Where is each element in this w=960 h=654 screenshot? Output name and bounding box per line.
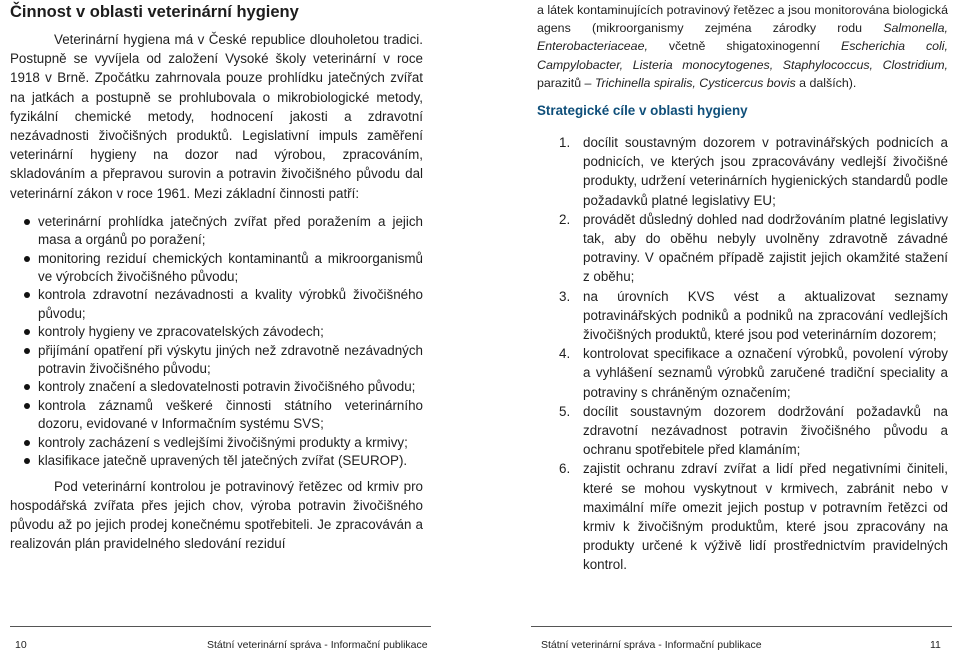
closing-paragraph: Pod veterinární kontrolou je potravinový řetězec od krmiv pro hospodářská zvířata přes jejich chov, výroba potravin živočišného původu až po jejich prodej konečnému spotřebiteli. Je zpracováván a realizován plán pravidelného sledování reziduí bbox=[10, 478, 423, 552]
text-run: parazitů – bbox=[537, 75, 595, 90]
text-run: a látek kontaminujících potravinový řetězec a jsou monitorována biologická agens (mikroorganismy zejména zárodky rodu bbox=[537, 3, 948, 36]
goal-number: 4. bbox=[559, 346, 571, 362]
bullet-icon bbox=[24, 348, 30, 354]
goal-number: 1. bbox=[559, 135, 571, 151]
goal-item bbox=[537, 402, 948, 460]
list-item bbox=[10, 213, 423, 250]
left-page-column bbox=[10, 0, 423, 553]
list-item bbox=[10, 397, 423, 434]
goal-text: zajistit ochranu zdraví zvířat a lidí před negativními činiteli, které se mohou vyskytnout v krmivech, zabránit nebo v maximální míře omezit jejich postup v potravním řetězci od krmiv k živočišným produktům, které jsou zpracovány na produkty určené k výživě lidí prostřednictvím pravidelných kontrol. bbox=[583, 461, 948, 573]
list-item-text: kontroly hygieny ve zpracovatelských závodech; bbox=[38, 324, 324, 340]
goal-item bbox=[537, 133, 948, 210]
goal-text: docílit soustavným dozorem dodržování požadavků na zdravotní nezávadnost potravin živočišného původu a ochranu spotřebitele před klamáním; bbox=[583, 403, 948, 458]
list-item bbox=[10, 286, 423, 323]
list-item-text: kontroly zacházení s vedlejšími živočišnými produkty a krmivy; bbox=[38, 434, 408, 450]
goal-text: kontrolovat specifikace a označení výrobků, povolení výroby a vyhlášení seznamů výrobků zaručené tradiční speciality a potraviny s chráněným označením; bbox=[583, 346, 948, 400]
bullet-icon bbox=[24, 440, 30, 446]
list-item bbox=[10, 323, 423, 341]
goal-item bbox=[537, 210, 948, 287]
list-item bbox=[10, 250, 423, 287]
goal-item bbox=[537, 344, 948, 402]
list-item-text: veterinární prohlídka jatečných zvířat před poražením a jejich masa a orgánů po poražení; bbox=[38, 213, 423, 248]
goal-number: 6. bbox=[559, 461, 571, 477]
list-item-text: kontrola záznamů veškeré činnosti státního veterinárního dozoru, evidované v Informačním systému SVS; bbox=[38, 397, 423, 432]
italic-run: Trichinella spiralis, Cysticercus bovis bbox=[594, 75, 796, 90]
bullet-icon bbox=[24, 219, 30, 225]
list-item-text: přijímání opatření při výskytu jiných než zdravotně nezávadných potravin živočišného původu; bbox=[38, 342, 423, 377]
bullet-icon bbox=[24, 329, 30, 335]
goal-item bbox=[537, 287, 948, 345]
bullet-icon bbox=[24, 403, 30, 409]
page-number-left: 10 bbox=[15, 639, 27, 651]
activities-list bbox=[10, 213, 423, 471]
goal-text: na úrovních KVS vést a aktualizovat seznamy potravinářských podniků a podniků na zpracování vedlejších živočišných produktů, které jsou pod veterinárním dozorem; bbox=[583, 288, 948, 343]
bullet-icon bbox=[24, 384, 30, 390]
strategic-goals-heading: Strategické cíle v oblasti hygieny bbox=[537, 103, 748, 119]
goal-number: 5. bbox=[559, 403, 571, 419]
text-run: včetně shigatoxinogenní bbox=[647, 39, 841, 54]
strategic-goals-list bbox=[537, 133, 948, 575]
continued-paragraph bbox=[537, 0, 948, 92]
list-item-text: kontrola zdravotní nezávadnosti a kvality výrobků živočišného původu; bbox=[38, 287, 423, 321]
italic-run: Escherichia coli, Campylobacter, Listeria monocytogenes, Staphylococcus, Clostridium, bbox=[537, 39, 949, 72]
goal-text: provádět důsledný dohled nad dodržováním platné legislativy tak, aby do oběhu nebyly uvolněny zdravotně závadné potraviny. V opačném případě zajistit jejich okamžité stažení z oběhu; bbox=[583, 211, 948, 285]
footer-rule-right bbox=[531, 626, 952, 627]
list-item-text: kontroly značení a sledovatelnosti potravin živočišného původu; bbox=[38, 379, 416, 395]
intro-paragraph: Veterinární hygiena má v České republice dlouholetou tradici. Postupně se vyvíjela od založení Vysoké školy veterinární v roce 1918 v Brně. Zpočátku zahrnovala pouze prohlídku jatečných zvířat na jatkách a postupně se prohlubovala o mikrobiologické metody, fyzikální chemické metody, hodnocení jakosti a zdravotní nezávadnosti živočišných produktů. Legislativní impuls zaměření veterinární hygieny na dozor nad výrobou, zpracováním, skladováním a přepravou surovin a potravin živočišného původu dal veterinární zákon v roce 1961. Mezi základní činnosti patří: bbox=[10, 32, 423, 201]
footer-title-right: Státní veterinární správa - Informační publikace bbox=[541, 639, 762, 651]
goal-number: 3. bbox=[559, 288, 571, 304]
bullet-icon bbox=[24, 458, 30, 464]
italic-run: Salmonella, Enterobacteriaceae, bbox=[537, 21, 948, 54]
list-item bbox=[10, 378, 423, 396]
text-run: a dalších). bbox=[795, 75, 857, 90]
list-item bbox=[10, 452, 423, 470]
goal-text: docílit soustavným dozorem v potravinářských podnicích a podnicích, ve kterých jsou zpracovávány vedlejší živočišné produkty, udržení veterinárních hygienických standardů podle požadavků platné legislativy EU; bbox=[583, 135, 948, 208]
footer-title-left: Státní veterinární správa - Informační publikace bbox=[207, 639, 428, 651]
goal-item bbox=[537, 459, 948, 574]
list-item-text: klasifikace jatečně upravených těl jatečných zvířat (SEUROP). bbox=[38, 453, 408, 469]
goal-number: 2. bbox=[559, 211, 571, 227]
section-heading: Činnost v oblasti veterinární hygieny bbox=[10, 3, 299, 21]
right-page-column bbox=[537, 0, 948, 575]
list-item bbox=[10, 342, 423, 379]
footer-rule-left bbox=[10, 626, 431, 627]
bullet-icon bbox=[24, 256, 30, 262]
list-item-text: monitoring reziduí chemických kontaminantů a mikroorganismů ve výrobcích živočišného původu; bbox=[38, 250, 423, 285]
page-number-right: 11 bbox=[930, 639, 941, 651]
bullet-icon bbox=[24, 292, 30, 298]
list-item bbox=[10, 434, 423, 452]
